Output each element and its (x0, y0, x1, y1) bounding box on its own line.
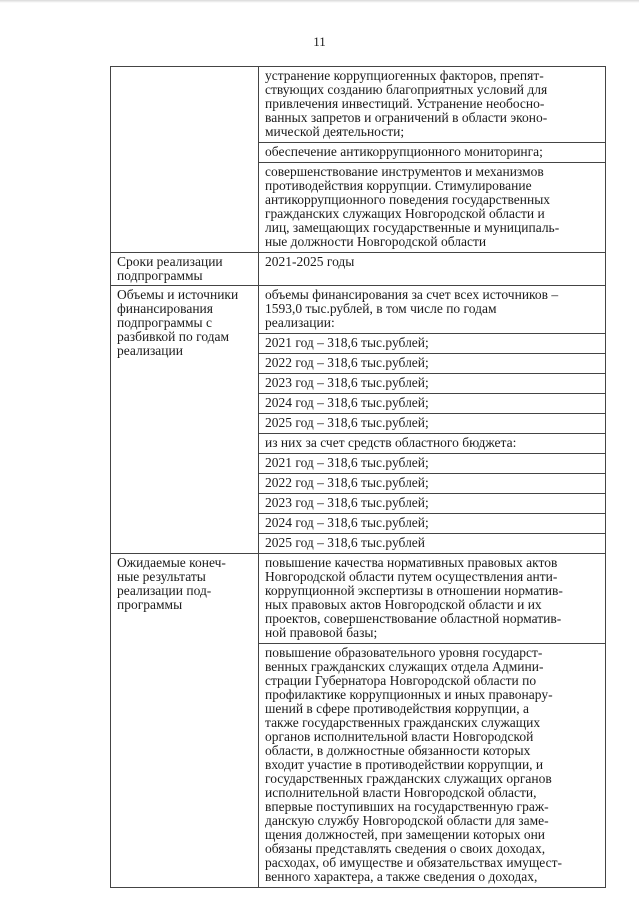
text-line: щения должностей, при замещении которых они (265, 827, 546, 842)
text-line: 2022 год – 318,6 тыс.рублей; (265, 475, 429, 490)
content-entry (259, 354, 605, 374)
content-entry (259, 554, 605, 644)
content-entry (259, 434, 605, 454)
text-line: обязаны представлять сведения о своих доходах, (265, 841, 546, 856)
text-line: расходах, об имуществе и обязательствах имущест- (265, 855, 562, 870)
label-line: разбивкой по годам (117, 329, 230, 344)
content-entry (259, 286, 605, 334)
text-line: реализации: (265, 315, 335, 330)
table-row (111, 67, 606, 253)
text-line: из них за счет средств областного бюджета: (265, 435, 517, 450)
label-line: подпрограммы с (117, 315, 212, 330)
text-line: повышение качества нормативных правовых актов (265, 555, 558, 570)
text-line: впервые поступивших на государственную граж- (265, 799, 549, 814)
text-line: 2023 год – 318,6 тыс.рублей; (265, 375, 429, 390)
content-entry (259, 253, 605, 272)
label-line: подпрограммы (117, 268, 203, 283)
text-line: устранение коррупциогенных факторов, препят- (265, 68, 544, 83)
text-line: 2021 год – 318,6 тыс.рублей; (265, 335, 429, 350)
label-line: реализации (117, 343, 183, 358)
row-content-cell (259, 554, 606, 888)
content-entry (259, 534, 605, 553)
text-line: данскую службу Новгородской области для заме- (265, 813, 549, 828)
content-entry (259, 394, 605, 414)
text-line: 2021 год – 318,6 тыс.рублей; (265, 455, 429, 470)
row-label-cell (111, 286, 259, 554)
text-line: привлечения инвестиций. Устранение необосно- (265, 96, 545, 111)
content-entry (259, 67, 605, 143)
text-line: венного характера, а также сведения о доходах, (265, 869, 538, 884)
label-line: финансирования (117, 301, 213, 316)
label-line: ные результаты (117, 569, 206, 584)
row-label-cell (111, 67, 259, 253)
text-line: 2025 год – 318,6 тыс.рублей; (265, 415, 429, 430)
table-row (111, 286, 606, 554)
content-entry (259, 514, 605, 534)
content-entry (259, 374, 605, 394)
text-line: противодействия коррупции. Стимулирование (265, 178, 532, 193)
text-line: также государственных гражданских служащих (265, 715, 541, 730)
text-line: 2021-2025 годы (265, 254, 355, 269)
text-line: 2024 год – 318,6 тыс.рублей; (265, 395, 429, 410)
text-line: антикоррупционного поведения государственных (265, 192, 551, 207)
row-label (111, 67, 258, 71)
text-line: ванных запретов и ограничений в области эконо- (265, 110, 548, 125)
row-label (111, 253, 258, 285)
row-label (111, 286, 258, 360)
text-line: ных правовых актов Новгородской области и их (265, 597, 542, 612)
table-row (111, 253, 606, 286)
text-line: шений в сфере противодействия коррупции, а (265, 701, 530, 716)
text-line: объемы финансирования за счет всех источников – (265, 287, 559, 302)
text-line: профилактике коррупционных и иных правонару- (265, 687, 553, 702)
text-line: 2023 год – 318,6 тыс.рублей; (265, 495, 429, 510)
row-content-cell (259, 286, 606, 554)
program-passport-table (110, 66, 606, 888)
text-line: мической деятельности; (265, 124, 405, 139)
scan-edge (0, 0, 639, 3)
text-line: ствующих созданию благоприятных условий для (265, 82, 548, 97)
text-line: ные должности Новгородской области (265, 234, 487, 249)
text-line: проектов, совершенствование областной норматив- (265, 611, 562, 626)
text-line: повышение образовательного уровня государст- (265, 645, 543, 660)
row-content-cell (259, 253, 606, 286)
text-line: обеспечение антикоррупционного мониторинга; (265, 144, 543, 159)
label-line: Сроки реализации (117, 254, 223, 269)
text-line: 2025 год – 318,6 тыс.рублей (265, 535, 426, 550)
text-line: 2022 год – 318,6 тыс.рублей; (265, 355, 429, 370)
text-line: органов исполнительной власти Новгородской (265, 729, 534, 744)
text-line: совершенствование инструментов и механизмов (265, 164, 544, 179)
content-entry (259, 143, 605, 163)
content-entry (259, 414, 605, 434)
content-entry (259, 454, 605, 474)
text-line: входит участие в противодействии коррупции, и (265, 757, 544, 772)
label-line: Ожидаемые конеч- (117, 555, 226, 570)
text-line: 2024 год – 318,6 тыс.рублей; (265, 515, 429, 530)
label-line: Объемы и источники (117, 287, 239, 302)
page-number: 11 (313, 34, 326, 49)
row-label-cell (111, 554, 259, 888)
label-line: реализации под- (117, 583, 212, 598)
text-line: коррупционной экспертизы в отношении норматив- (265, 583, 563, 598)
text-line: области, в должностные обязанности которых (265, 743, 531, 758)
content-entry (259, 474, 605, 494)
text-line: ной правовой базы; (265, 625, 378, 640)
text-line: Новгородской области путем осуществления анти- (265, 569, 558, 584)
row-label (111, 554, 258, 614)
text-line: лиц, замещающих государственные и муниципаль- (265, 220, 560, 235)
text-line: исполнительной власти Новгородской области, (265, 785, 537, 800)
text-line: венных гражданских служащих отдела Админи- (265, 659, 544, 674)
content-entry (259, 163, 605, 252)
content-entry (259, 494, 605, 514)
text-line: гражданских служащих Новгородской области и (265, 206, 545, 221)
label-line: программы (117, 597, 183, 612)
text-line: 1593,0 тыс.рублей, в том числе по годам (265, 301, 497, 316)
content-entry (259, 644, 605, 887)
row-content-cell (259, 67, 606, 253)
table-row (111, 554, 606, 888)
text-line: страции Губернатора Новгородской области по (265, 673, 537, 688)
content-entry (259, 334, 605, 354)
text-line: государственных гражданских служащих органов (265, 771, 552, 786)
row-label-cell (111, 253, 259, 286)
